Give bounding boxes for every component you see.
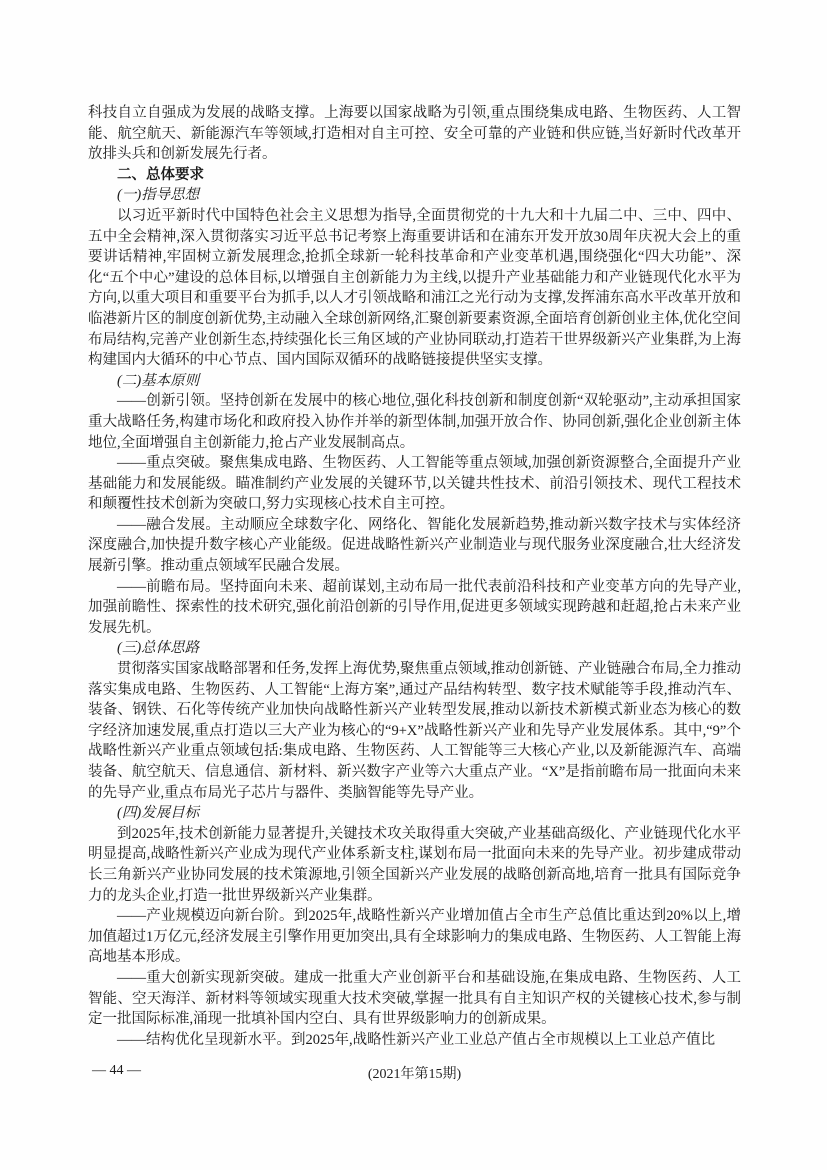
paragraph-body: 到2025年,技术创新能力显著提升,关键技术攻关取得重大突破,产业基础高级化、产业链现代化水平明显提高,战略性新兴产业成为现代产业体系新支柱,谋划布局一批面向未来的先导产业。初步建成带动长三角新兴产业协同发展的技术策源地,引领全国新兴产业发展的战略创新高地,培育一批具有国际竞争力的龙头企业,打造一批世界级新兴产业集群。 (88, 825, 741, 904)
paragraph-body: ——融合发展。主动顺应全球数字化、网络化、智能化发展新趋势,推动新兴数字技术与实体经济深度融合,加快提升数字核心产业能级。促进战略性新兴产业制造业与现代服务业深度融合,壮大经济发展新引擎。推动重点领域军民融合发展。 (88, 516, 741, 575)
paragraph-body: ——产业规模迈向新台阶。到2025年,战略性新兴产业增加值占全市生产总值比重达到20%以上,增加值超过1万亿元,经济发展主引擎作用更加突出,具有全球影响力的集成电路、生物医药、人工智能上海高地基本形成。 (88, 908, 741, 966)
paragraph-body: ——重点突破。聚焦集成电路、生物医药、人工智能等重点领域,加强创新资源整合,全面提升产业基础能力和发展能级。瞄准制约产业发展的关键环节,以关键共性技术、前沿引领技术、现代工程技术和颠覆性技术创新为突破口,努力实现核心技术自主可控。 (88, 455, 741, 513)
paragraph-body: ——结构优化呈现新水平。到2025年,战略性新兴产业工业总产值占全市规模以上工业总产值比 (117, 1031, 716, 1048)
paragraph-body: ——重大创新实现新突破。建成一批重大产业创新平台和基础设施,在集成电路、生物医药、人工智能、空天海洋、新材料等领域实现重大技术突破,掌握一批具有自主知识产权的关键核心技术,参与制定一批国际标准,涌现一批填补国内空白、具有世界级影响力的创新成果。 (88, 969, 741, 1028)
paragraph-continuation: 科技自立自强成为发展的战略支撑。上海要以国家战略为引领,重点围绕集成电路、生物医药、人工智能、航空航天、新能源汽车等领域,打造相对自主可控、安全可靠的产业链和供应链,当好新时代改革开放排头兵和创新发展先行者。 (88, 105, 741, 163)
paragraph-heading: 二、总体要求 (117, 166, 204, 183)
paragraph-body: ——前瞻布局。坚持面向未来、超前谋划,主动布局一批代表前沿科技和产业变革方向的先导产业,加强前瞻性、探索性的技术研究,强化前沿创新的引导作用,促进更多领域实现跨越和赶超,抢占未来产业发展先机。 (88, 578, 741, 636)
paragraph-body: 以习近平新时代中国特色社会主义思想为指导,全面贯彻党的十九大和十九届二中、三中、四中、五中全会精神,深入贯彻落实习近平总书记考察上海重要讲话和在浦东开发开放30周年庆祝大会上的重要讲话精神,牢固树立新发展理念,抢抓全球新一轮科技革命和产业变革机遇,围绕强化“四大功能”、深化“五个中心”建设的总体目标,以增强自主创新能力为主线,以提升产业基础能力和产业链现代化水平为方向,以重大项目和重要平台为抓手,以人才引领战略和浦江之光行动为支撑,发挥浦东高水平改革开放和临港新片区的制度创新优势,主动融入全球创新网络,汇聚创新要素资源,全面培育创新创业主体,优化空间布局结构,完善产业创新生态,持续强化长三角区域的产业协同联动,打造若干世界级新兴产业集群,为上海构建国内大循环的中心节点、国内国际双循环的战略链接提供坚实支撑。 (88, 207, 741, 369)
paragraph-subheading: (三)总体思路 (117, 640, 200, 657)
page-number: — 44 — (92, 1063, 141, 1078)
page-footer (88, 1063, 741, 1085)
paragraph-body: 贯彻落实国家战略部署和任务,发挥上海优势,聚焦重点领域,推动创新链、产业链融合布局,全力推动落实集成电路、生物医药、人工智能“上海方案”,通过产品结构转型、数字技术赋能等手段,推动汽车、装备、钢铁、石化等传统产业加快向战略性新兴产业转型发展,推动以新技术新模式新业态为核心的数字经济加速发展,重点打造以三大产业为核心的“9+X”战略性新兴产业和先导产业发展体系。其中,“9”个战略性新兴产业重点领域包括:集成电路、生物医药、人工智能等三大核心产业,以及新能源汽车、高端装备、航空航天、信息通信、新材料、新兴数字产业等六大重点产业。“X”是指前瞻布局一批面向未来的先导产业,重点布局光子芯片与器件、类脑智能等先导产业。 (88, 661, 741, 801)
document-body (88, 103, 741, 1050)
paragraph-subheading: (一)指导思想 (117, 187, 200, 204)
issue-label: (2021年第15期) (367, 1067, 462, 1082)
paragraph-subheading: (二)基本原则 (117, 372, 200, 389)
paragraph-subheading: (四)发展目标 (117, 805, 200, 822)
paragraph-body: ——创新引领。坚持创新在发展中的核心地位,强化科技创新和制度创新“双轮驱动”,主动承担国家重大战略任务,构建市场化和政府投入协作并举的新型体制,加强开放合作、协同创新,强化企业创新主体地位,全面增强自主创新能力,抢占产业发展制高点。 (88, 393, 741, 451)
